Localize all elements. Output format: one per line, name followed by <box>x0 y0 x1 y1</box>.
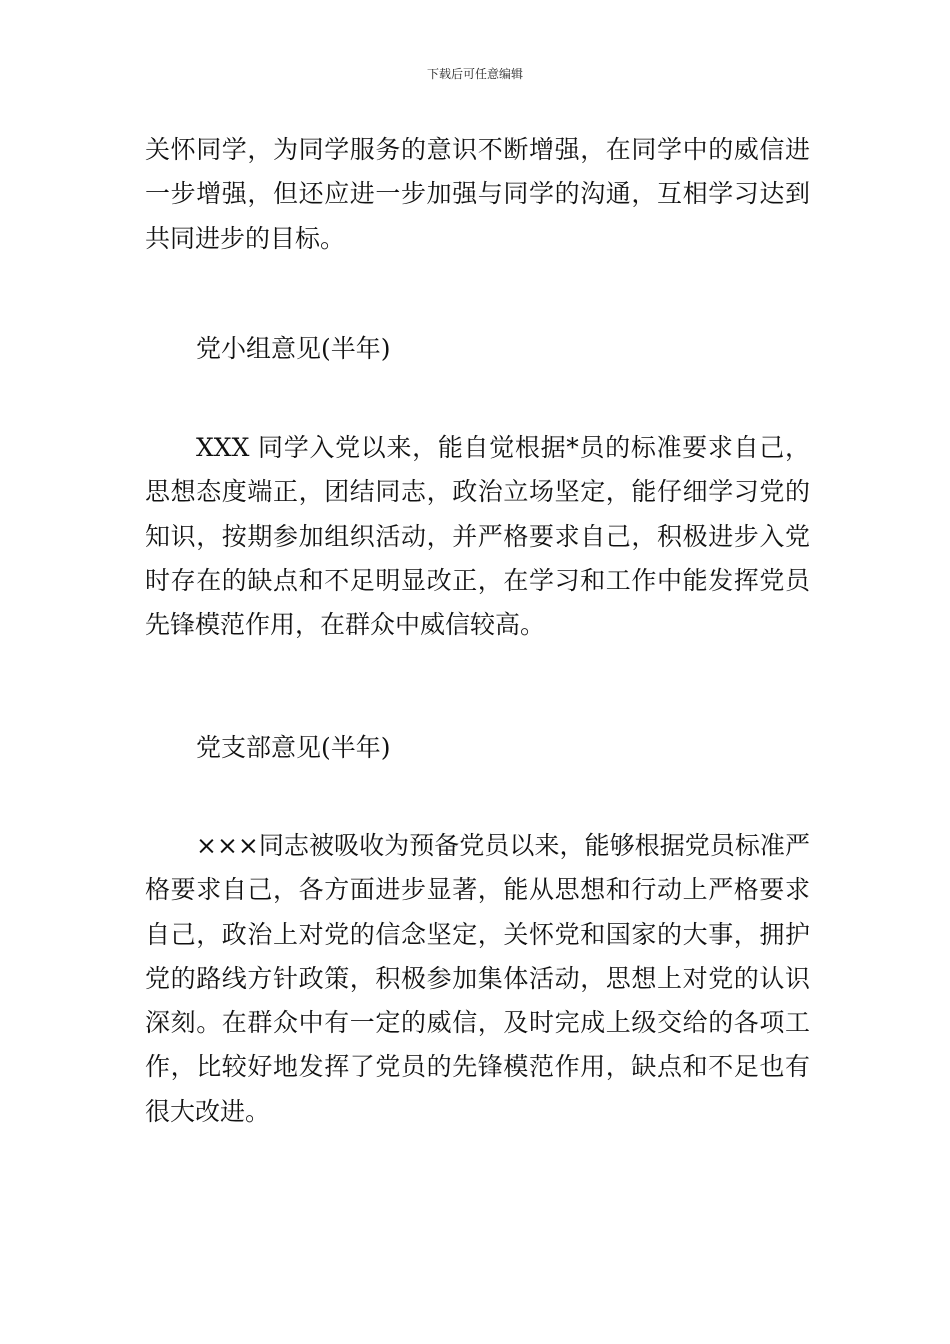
heading-party-branch-opinion: 党支部意见(半年) <box>196 733 391 762</box>
download-note: 下载后可任意编辑 <box>426 67 523 81</box>
paragraph-party-branch-opinion: ×××同志被吸收为预备党员以来，能够根据党员标准严格要求自己，各方面进步显著，能从思想和行动上严格要求自己，政治上对党的信念坚定，关怀党和国家的大事，拥护党的路线方针政策，积极参加集体活动，思想上对党的认识深刻。在群众中有一定的威信，及时完成上级交给的各项工作，比较好地发挥了党员的先锋模范作用，缺点和不足也有很大改进。 <box>145 831 810 1126</box>
heading-party-group-opinion: 党小组意见(半年) <box>196 334 391 363</box>
paragraph-continuation: 关怀同学，为同学服务的意识不断增强，在同学中的威信进一步增强，但还应进一步加强与同学的沟通，互相学习达到共同进步的目标。 <box>145 135 810 253</box>
paragraph-party-group-opinion: XXX 同学入党以来，能自觉根据*员的标准要求自己，思想态度端正，团结同志，政治立场坚定，能仔细学习党的知识，按期参加组织活动，并严格要求自己，积极进步入党时存在的缺点和不足明显改正，在学习和工作中能发挥党员先锋模范作用，在群众中威信较高。 <box>145 433 810 640</box>
